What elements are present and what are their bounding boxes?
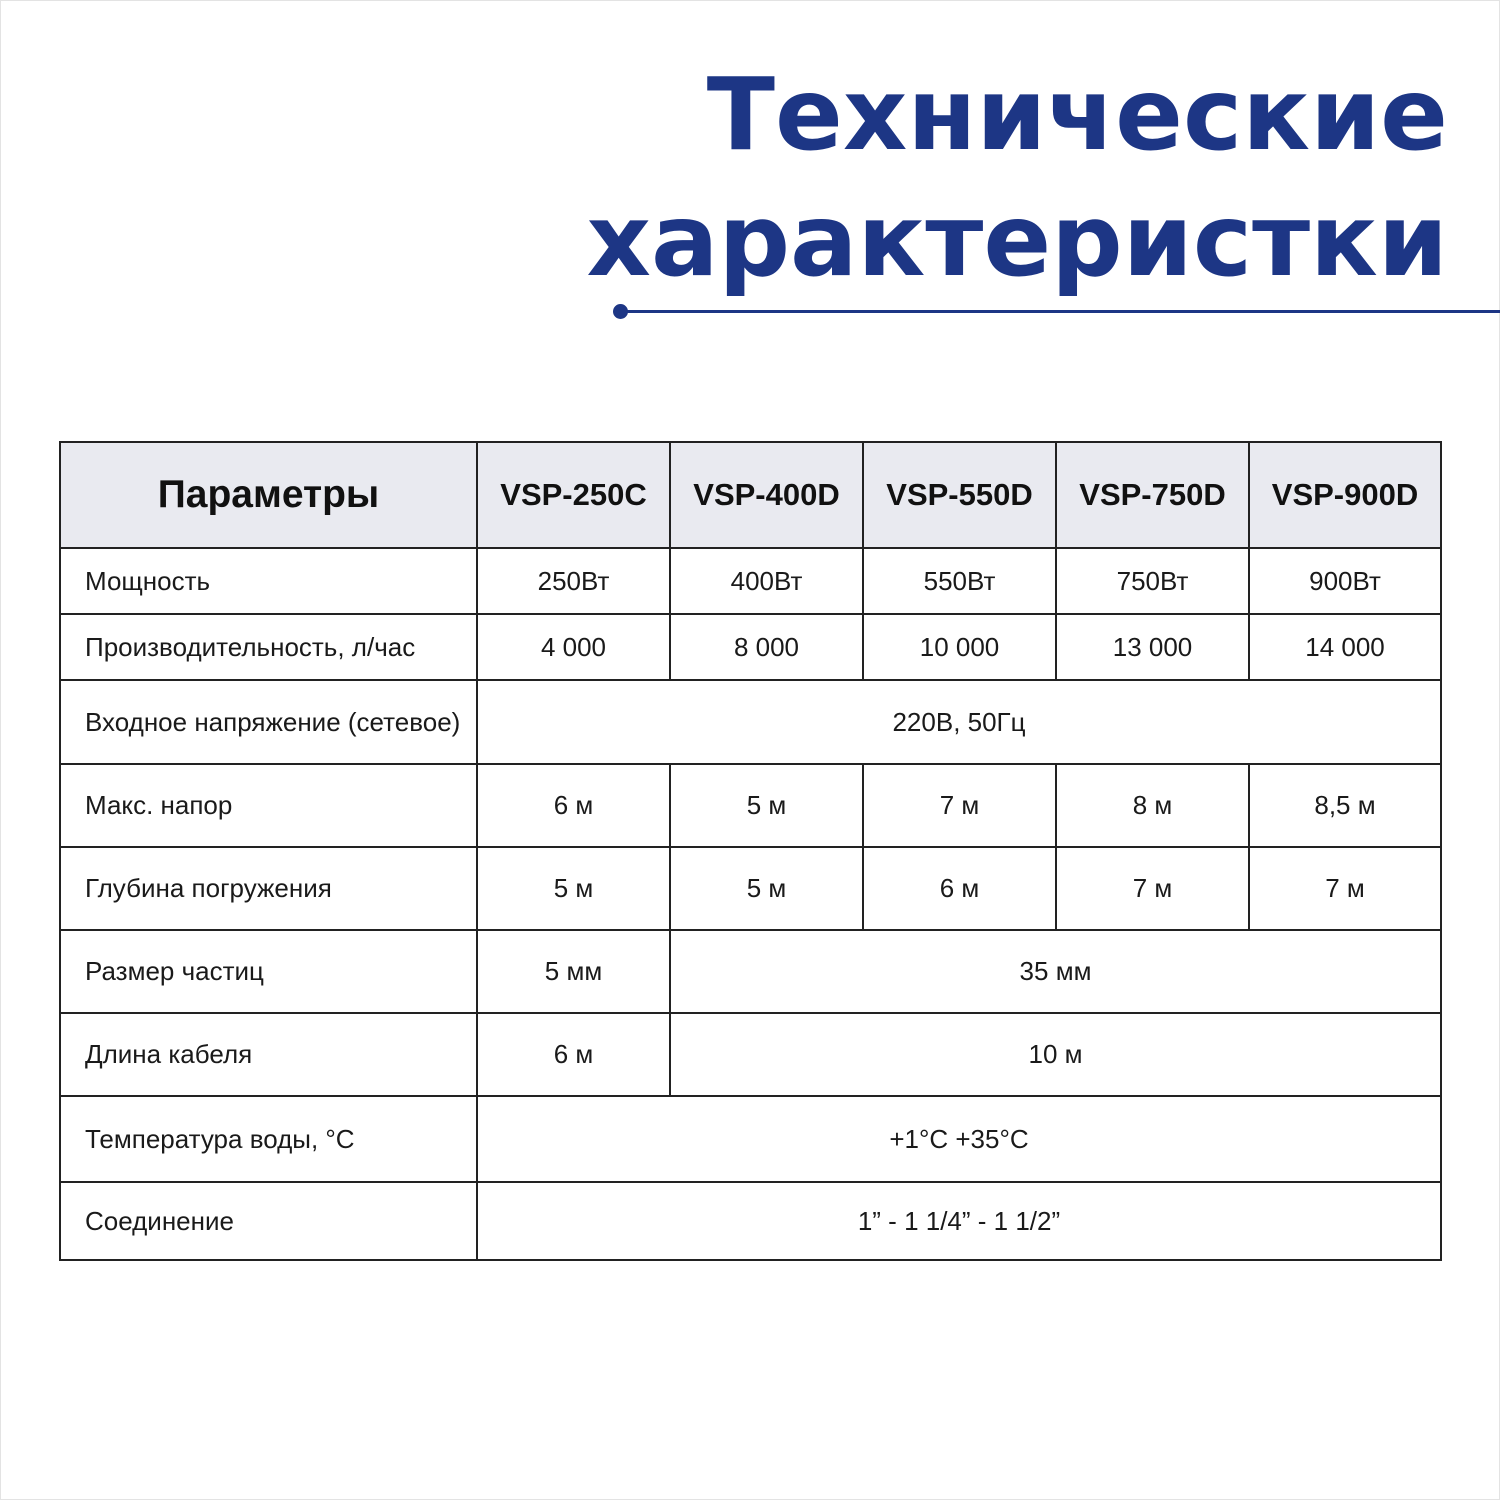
cell-value: 550Вт — [863, 548, 1056, 614]
cell-value: 5 м — [670, 764, 863, 847]
header-model-4: VSP-750D — [1056, 442, 1249, 548]
row-label: Входное напряжение (сетевое) — [60, 680, 477, 764]
cell-value: 750Вт — [1056, 548, 1249, 614]
cell-value: 900Вт — [1249, 548, 1441, 614]
header-model-2: VSP-400D — [670, 442, 863, 548]
row-cable-length — [60, 1013, 1441, 1096]
cell-value-merged: 220В, 50Гц — [477, 680, 1441, 764]
cell-value: 5 м — [670, 847, 863, 930]
row-label: Длина кабеля — [60, 1013, 477, 1096]
row-connection — [60, 1182, 1441, 1260]
specs-table — [59, 441, 1442, 1261]
title-underline-dot — [613, 304, 628, 319]
row-label: Глубина погружения — [60, 847, 477, 930]
cell-value-merged: +1°С +35°С — [477, 1096, 1441, 1182]
cell-value: 4 000 — [477, 614, 670, 680]
row-label: Температура воды, °С — [60, 1096, 477, 1182]
title-underline — [620, 310, 1500, 313]
cell-value: 10 000 — [863, 614, 1056, 680]
row-max-head — [60, 764, 1441, 847]
table-header-row — [60, 442, 1441, 548]
cell-value: 6 м — [477, 764, 670, 847]
cell-value: 400Вт — [670, 548, 863, 614]
cell-value: 7 м — [863, 764, 1056, 847]
row-depth — [60, 847, 1441, 930]
page-title-line-1: Технические — [706, 56, 1448, 173]
row-voltage — [60, 680, 1441, 764]
cell-value: 6 м — [477, 1013, 670, 1096]
row-particle-size — [60, 930, 1441, 1013]
header-model-5: VSP-900D — [1249, 442, 1441, 548]
cell-value: 13 000 — [1056, 614, 1249, 680]
page-title — [348, 52, 1448, 304]
cell-value: 250Вт — [477, 548, 670, 614]
cell-value: 8 000 — [670, 614, 863, 680]
cell-value: 8,5 м — [1249, 764, 1441, 847]
header-model-1: VSP-250C — [477, 442, 670, 548]
row-capacity — [60, 614, 1441, 680]
cell-value: 8 м — [1056, 764, 1249, 847]
header-parameters: Параметры — [60, 442, 477, 548]
page-title-line-2: характеристки — [586, 182, 1448, 299]
row-label: Соединение — [60, 1182, 477, 1260]
row-label: Производительность, л/час — [60, 614, 477, 680]
row-power — [60, 548, 1441, 614]
cell-value-merged: 10 м — [670, 1013, 1441, 1096]
cell-value-merged: 1” - 1 1/4” - 1 1/2” — [477, 1182, 1441, 1260]
cell-value: 5 мм — [477, 930, 670, 1013]
cell-value: 14 000 — [1249, 614, 1441, 680]
row-label: Мощность — [60, 548, 477, 614]
cell-value: 5 м — [477, 847, 670, 930]
cell-value: 7 м — [1249, 847, 1441, 930]
cell-value: 6 м — [863, 847, 1056, 930]
row-water-temperature — [60, 1096, 1441, 1182]
header-model-3: VSP-550D — [863, 442, 1056, 548]
row-label: Макс. напор — [60, 764, 477, 847]
row-label: Размер частиц — [60, 930, 477, 1013]
cell-value-merged: 35 мм — [670, 930, 1441, 1013]
cell-value: 7 м — [1056, 847, 1249, 930]
